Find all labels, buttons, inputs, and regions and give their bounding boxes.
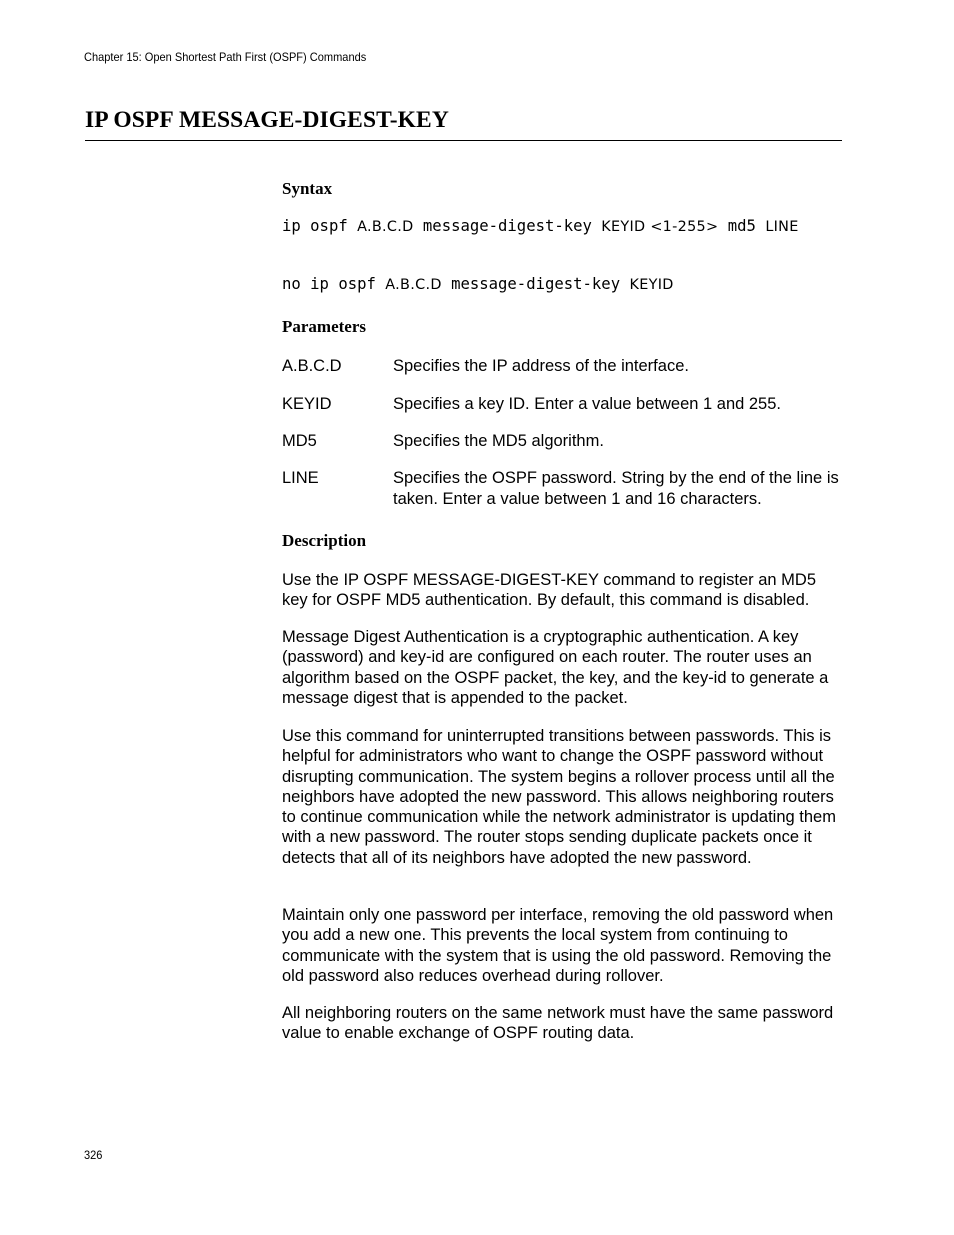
syntax-line-1 bbox=[282, 216, 842, 238]
title-rule bbox=[85, 140, 842, 141]
param-desc: Specifies the IP address of the interface. bbox=[393, 357, 689, 375]
syntax-2-keyword: no ip ospf bbox=[282, 275, 386, 293]
param-desc: Specifies the MD5 algorithm. bbox=[393, 432, 604, 450]
syntax-1-keyword: ip ospf bbox=[282, 217, 358, 235]
syntax-heading: Syntax bbox=[282, 179, 333, 198]
param-name: KEYID bbox=[282, 395, 332, 413]
syntax-2-address-arg: A.B.C.D bbox=[385, 277, 442, 293]
description-paragraph: All neighboring routers on the same network must have the same password value to enable exchange of OSPF routing data. bbox=[282, 1004, 834, 1043]
syntax-2-keyword-2: message-digest-key bbox=[441, 275, 630, 293]
param-name: A.B.C.D bbox=[282, 357, 342, 375]
syntax-line-2 bbox=[282, 274, 842, 296]
description-paragraph: Use this command for uninterrupted transitions between passwords. This is helpful for administrators who want to change the OSPF password without disrupting communication. The system begins a rollover process until all the neighbors have adopted the new password. This allows neighboring routers to continue communication while the network administrator is updating them with a new password. The router stops sending duplicate packets once it detects that all of its neighbors have adopted the new password. bbox=[282, 727, 836, 867]
page-number: 326 bbox=[84, 1148, 103, 1162]
param-desc: Specifies the OSPF password. String by the end of the line is taken. Enter a value between 1 and 16 characters. bbox=[393, 469, 839, 508]
syntax-1-keyid-arg: KEYID <1-255> bbox=[601, 219, 719, 235]
parameters-heading: Parameters bbox=[282, 317, 367, 336]
description-paragraph: Message Digest Authentication is a cryptographic authentication. A key (password) and key-id are configured on each router. The router uses an algorithm based on the OSPF packet, the key, and the key-id to generate a message digest that is appended to the packet. bbox=[282, 628, 829, 707]
syntax-2-keyid-arg: KEYID bbox=[629, 277, 674, 293]
description-paragraph: Use the IP OSPF MESSAGE-DIGEST-KEY command to register an MD5 key for OSPF MD5 authentication. By default, this command is disabled. bbox=[282, 571, 816, 610]
param-name: MD5 bbox=[282, 432, 317, 450]
description-paragraph: Maintain only one password per interface, removing the old password when you add a new one. This prevents the local system from continuing to communicate with the system that is using the old password. Removing the old password also reduces overhead during rollover. bbox=[282, 906, 834, 985]
running-header: Chapter 15: Open Shortest Path First (OSPF) Commands bbox=[84, 50, 367, 64]
syntax-1-keyword-3: md5 bbox=[718, 217, 766, 235]
param-name: LINE bbox=[282, 469, 319, 487]
syntax-1-line-arg: LINE bbox=[765, 219, 799, 235]
page-title: IP OSPF MESSAGE-DIGEST-KEY bbox=[85, 107, 449, 133]
syntax-1-address-arg: A.B.C.D bbox=[357, 219, 414, 235]
description-heading: Description bbox=[282, 531, 367, 550]
param-desc: Specifies a key ID. Enter a value between 1 and 255. bbox=[393, 395, 781, 413]
syntax-1-keyword-2: message-digest-key bbox=[413, 217, 602, 235]
